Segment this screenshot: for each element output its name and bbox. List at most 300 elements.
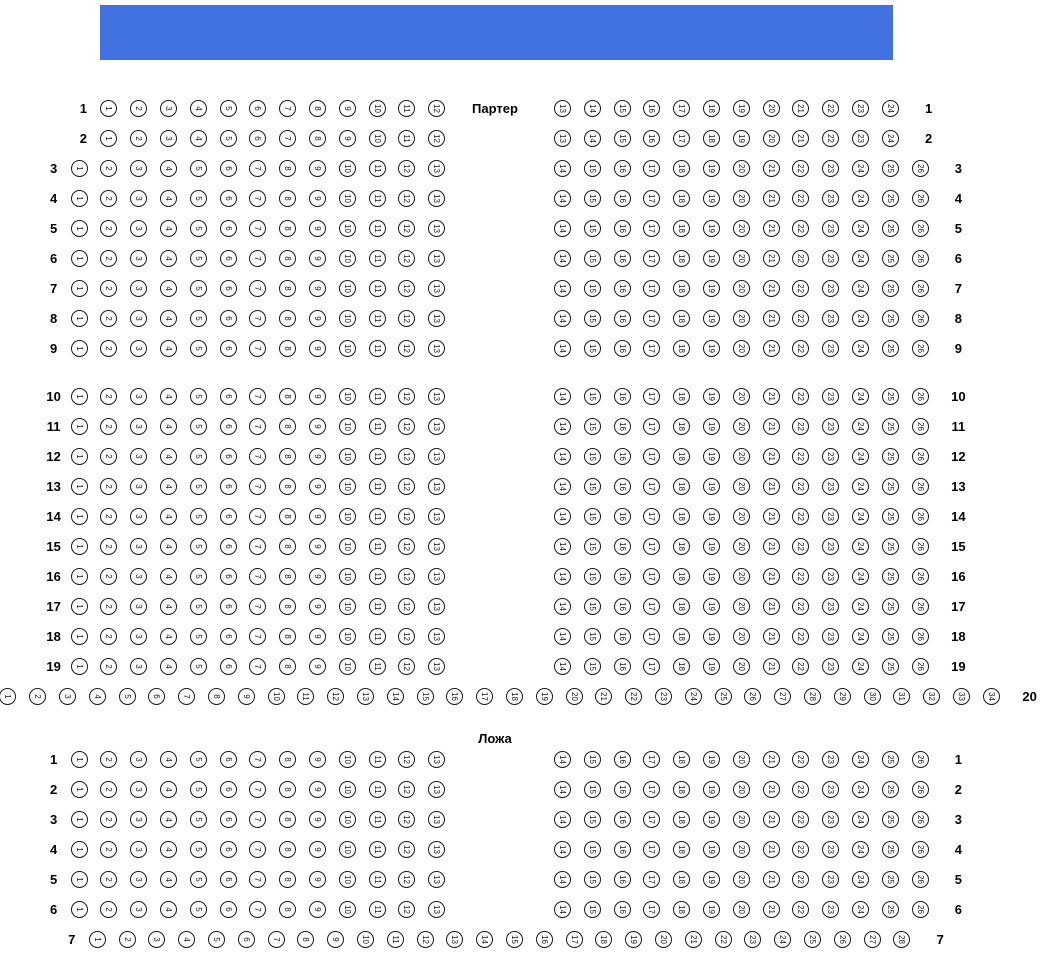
seat[interactable] (703, 751, 720, 768)
seat[interactable] (614, 568, 631, 585)
seat[interactable] (733, 448, 750, 465)
seat[interactable] (220, 901, 237, 918)
seat[interactable] (369, 901, 386, 918)
seat[interactable] (703, 418, 720, 435)
seat[interactable] (398, 280, 415, 297)
seat[interactable] (428, 280, 445, 297)
seat[interactable] (220, 598, 237, 615)
seat[interactable] (703, 130, 720, 147)
seat[interactable] (614, 418, 631, 435)
seat[interactable] (792, 160, 809, 177)
seat[interactable] (912, 478, 929, 495)
seat[interactable] (912, 448, 929, 465)
seat[interactable] (733, 751, 750, 768)
seat[interactable] (369, 388, 386, 405)
seat[interactable] (763, 250, 780, 267)
seat[interactable] (852, 628, 869, 645)
seat[interactable] (279, 190, 296, 207)
seat[interactable] (249, 448, 266, 465)
seat[interactable] (249, 628, 266, 645)
seat[interactable] (703, 901, 720, 918)
seat[interactable] (655, 931, 672, 948)
seat[interactable] (190, 220, 207, 237)
seat[interactable] (774, 688, 791, 705)
seat[interactable] (763, 220, 780, 237)
seat[interactable] (71, 751, 88, 768)
seat[interactable] (733, 871, 750, 888)
seat[interactable] (339, 448, 356, 465)
seat[interactable] (584, 598, 601, 615)
seat[interactable] (584, 160, 601, 177)
seat[interactable] (822, 310, 839, 327)
seat[interactable] (792, 811, 809, 828)
seat[interactable] (220, 568, 237, 585)
seat[interactable] (71, 841, 88, 858)
seat[interactable] (733, 310, 750, 327)
seat[interactable] (130, 901, 147, 918)
seat[interactable] (160, 478, 177, 495)
seat[interactable] (357, 688, 374, 705)
seat[interactable] (297, 688, 314, 705)
seat[interactable] (792, 508, 809, 525)
seat[interactable] (309, 811, 326, 828)
seat[interactable] (554, 628, 571, 645)
seat[interactable] (822, 568, 839, 585)
seat[interactable] (912, 160, 929, 177)
seat[interactable] (100, 280, 117, 297)
seat[interactable] (339, 871, 356, 888)
seat[interactable] (369, 340, 386, 357)
seat[interactable] (279, 340, 296, 357)
seat[interactable] (279, 871, 296, 888)
seat[interactable] (822, 130, 839, 147)
seat[interactable] (822, 751, 839, 768)
seat[interactable] (279, 538, 296, 555)
seat[interactable] (249, 478, 266, 495)
seat[interactable] (643, 100, 660, 117)
seat[interactable] (398, 568, 415, 585)
seat[interactable] (100, 310, 117, 327)
seat[interactable] (715, 931, 732, 948)
seat[interactable] (673, 841, 690, 858)
seat[interactable] (792, 340, 809, 357)
seat[interactable] (160, 340, 177, 357)
seat[interactable] (852, 508, 869, 525)
seat[interactable] (249, 250, 266, 267)
seat[interactable] (220, 310, 237, 327)
seat[interactable] (584, 250, 601, 267)
seat[interactable] (130, 841, 147, 858)
seat[interactable] (428, 340, 445, 357)
seat[interactable] (882, 100, 899, 117)
seat[interactable] (398, 658, 415, 675)
seat[interactable] (852, 598, 869, 615)
seat[interactable] (100, 598, 117, 615)
seat[interactable] (584, 280, 601, 297)
seat[interactable] (369, 781, 386, 798)
seat[interactable] (673, 568, 690, 585)
seat[interactable] (160, 418, 177, 435)
seat[interactable] (852, 568, 869, 585)
seat[interactable] (882, 478, 899, 495)
seat[interactable] (130, 418, 147, 435)
seat[interactable] (369, 250, 386, 267)
seat[interactable] (428, 100, 445, 117)
seat[interactable] (792, 190, 809, 207)
seat[interactable] (554, 841, 571, 858)
seat[interactable] (398, 340, 415, 357)
seat[interactable] (190, 100, 207, 117)
seat[interactable] (428, 751, 445, 768)
seat[interactable] (792, 598, 809, 615)
seat[interactable] (190, 388, 207, 405)
seat[interactable] (554, 751, 571, 768)
seat[interactable] (822, 871, 839, 888)
seat[interactable] (852, 781, 869, 798)
seat[interactable] (369, 751, 386, 768)
seat[interactable] (614, 598, 631, 615)
seat[interactable] (0, 688, 16, 705)
seat[interactable] (584, 418, 601, 435)
seat[interactable] (160, 781, 177, 798)
seat[interactable] (763, 100, 780, 117)
seat[interactable] (715, 688, 732, 705)
seat[interactable] (822, 658, 839, 675)
seat[interactable] (763, 841, 780, 858)
seat[interactable] (398, 811, 415, 828)
seat[interactable] (190, 628, 207, 645)
seat[interactable] (428, 388, 445, 405)
seat[interactable] (160, 871, 177, 888)
seat[interactable] (100, 568, 117, 585)
seat[interactable] (554, 811, 571, 828)
seat[interactable] (792, 130, 809, 147)
seat[interactable] (220, 478, 237, 495)
seat[interactable] (643, 781, 660, 798)
seat[interactable] (822, 250, 839, 267)
seat[interactable] (369, 280, 386, 297)
seat[interactable] (428, 871, 445, 888)
seat[interactable] (643, 130, 660, 147)
seat[interactable] (249, 841, 266, 858)
seat[interactable] (357, 931, 374, 948)
seat[interactable] (614, 841, 631, 858)
seat[interactable] (339, 781, 356, 798)
seat[interactable] (554, 478, 571, 495)
seat[interactable] (614, 160, 631, 177)
seat[interactable] (387, 688, 404, 705)
seat[interactable] (369, 658, 386, 675)
seat[interactable] (822, 340, 839, 357)
seat[interactable] (71, 901, 88, 918)
seat[interactable] (763, 751, 780, 768)
seat[interactable] (882, 538, 899, 555)
seat[interactable] (130, 751, 147, 768)
seat[interactable] (703, 448, 720, 465)
seat[interactable] (220, 280, 237, 297)
seat[interactable] (190, 841, 207, 858)
seat[interactable] (912, 388, 929, 405)
seat[interactable] (71, 568, 88, 585)
seat[interactable] (249, 418, 266, 435)
seat[interactable] (912, 190, 929, 207)
seat[interactable] (339, 751, 356, 768)
seat[interactable] (822, 418, 839, 435)
seat[interactable] (339, 628, 356, 645)
seat[interactable] (428, 448, 445, 465)
seat[interactable] (100, 478, 117, 495)
seat[interactable] (339, 418, 356, 435)
seat[interactable] (130, 658, 147, 675)
seat[interactable] (279, 280, 296, 297)
seat[interactable] (71, 280, 88, 297)
seat[interactable] (220, 340, 237, 357)
seat[interactable] (339, 508, 356, 525)
seat[interactable] (309, 220, 326, 237)
seat[interactable] (249, 340, 266, 357)
seat[interactable] (614, 340, 631, 357)
seat[interactable] (643, 220, 660, 237)
seat[interactable] (446, 931, 463, 948)
seat[interactable] (339, 841, 356, 858)
seat[interactable] (912, 901, 929, 918)
seat[interactable] (733, 160, 750, 177)
seat[interactable] (852, 658, 869, 675)
seat[interactable] (190, 160, 207, 177)
seat[interactable] (220, 220, 237, 237)
seat[interactable] (130, 100, 147, 117)
seat[interactable] (160, 388, 177, 405)
seat[interactable] (763, 568, 780, 585)
seat[interactable] (912, 568, 929, 585)
seat[interactable] (279, 220, 296, 237)
seat[interactable] (554, 418, 571, 435)
seat[interactable] (398, 841, 415, 858)
seat[interactable] (852, 448, 869, 465)
seat[interactable] (733, 280, 750, 297)
seat[interactable] (763, 388, 780, 405)
seat[interactable] (249, 658, 266, 675)
seat[interactable] (673, 478, 690, 495)
seat[interactable] (190, 508, 207, 525)
seat[interactable] (614, 250, 631, 267)
seat[interactable] (554, 871, 571, 888)
seat[interactable] (309, 628, 326, 645)
seat[interactable] (655, 688, 672, 705)
seat[interactable] (339, 811, 356, 828)
seat[interactable] (673, 130, 690, 147)
seat[interactable] (369, 220, 386, 237)
seat[interactable] (864, 688, 881, 705)
seat[interactable] (554, 448, 571, 465)
seat[interactable] (852, 901, 869, 918)
seat[interactable] (339, 160, 356, 177)
seat[interactable] (643, 310, 660, 327)
seat[interactable] (100, 250, 117, 267)
seat[interactable] (554, 598, 571, 615)
seat[interactable] (584, 841, 601, 858)
seat[interactable] (249, 751, 266, 768)
seat[interactable] (912, 418, 929, 435)
seat[interactable] (339, 340, 356, 357)
seat[interactable] (71, 310, 88, 327)
seat[interactable] (673, 388, 690, 405)
seat[interactable] (339, 250, 356, 267)
seat[interactable] (160, 598, 177, 615)
seat[interactable] (160, 160, 177, 177)
seat[interactable] (643, 751, 660, 768)
seat[interactable] (71, 538, 88, 555)
seat[interactable] (673, 871, 690, 888)
seat[interactable] (703, 811, 720, 828)
seat[interactable] (703, 190, 720, 207)
seat[interactable] (763, 418, 780, 435)
seat[interactable] (160, 901, 177, 918)
seat[interactable] (130, 538, 147, 555)
seat[interactable] (822, 190, 839, 207)
seat[interactable] (822, 901, 839, 918)
seat[interactable] (309, 508, 326, 525)
seat[interactable] (130, 508, 147, 525)
seat[interactable] (614, 310, 631, 327)
seat[interactable] (834, 931, 851, 948)
seat[interactable] (852, 310, 869, 327)
seat[interactable] (584, 538, 601, 555)
seat[interactable] (733, 478, 750, 495)
seat[interactable] (249, 190, 266, 207)
seat[interactable] (190, 871, 207, 888)
seat[interactable] (983, 688, 1000, 705)
seat[interactable] (220, 871, 237, 888)
seat[interactable] (100, 160, 117, 177)
seat[interactable] (614, 220, 631, 237)
seat[interactable] (279, 448, 296, 465)
seat[interactable] (703, 658, 720, 675)
seat[interactable] (703, 250, 720, 267)
seat[interactable] (554, 538, 571, 555)
seat[interactable] (130, 871, 147, 888)
seat[interactable] (912, 340, 929, 357)
seat[interactable] (614, 130, 631, 147)
seat[interactable] (882, 811, 899, 828)
seat[interactable] (882, 598, 899, 615)
seat[interactable] (643, 340, 660, 357)
seat[interactable] (893, 688, 910, 705)
seat[interactable] (643, 280, 660, 297)
seat[interactable] (279, 781, 296, 798)
seat[interactable] (912, 220, 929, 237)
seat[interactable] (71, 250, 88, 267)
seat[interactable] (446, 688, 463, 705)
seat[interactable] (369, 811, 386, 828)
seat[interactable] (804, 931, 821, 948)
seat[interactable] (506, 688, 523, 705)
seat[interactable] (130, 280, 147, 297)
seat[interactable] (852, 871, 869, 888)
seat[interactable] (29, 688, 46, 705)
seat[interactable] (763, 160, 780, 177)
seat[interactable] (428, 310, 445, 327)
seat[interactable] (852, 250, 869, 267)
seat[interactable] (673, 448, 690, 465)
seat[interactable] (100, 751, 117, 768)
seat[interactable] (428, 901, 445, 918)
seat[interactable] (279, 100, 296, 117)
seat[interactable] (882, 781, 899, 798)
seat[interactable] (923, 688, 940, 705)
seat[interactable] (614, 628, 631, 645)
seat[interactable] (398, 628, 415, 645)
seat[interactable] (882, 628, 899, 645)
seat[interactable] (882, 751, 899, 768)
seat[interactable] (398, 871, 415, 888)
seat[interactable] (882, 220, 899, 237)
seat[interactable] (71, 160, 88, 177)
seat[interactable] (220, 418, 237, 435)
seat[interactable] (882, 340, 899, 357)
seat[interactable] (398, 478, 415, 495)
seat[interactable] (673, 418, 690, 435)
seat[interactable] (160, 280, 177, 297)
seat[interactable] (673, 628, 690, 645)
seat[interactable] (369, 160, 386, 177)
seat[interactable] (100, 628, 117, 645)
seat[interactable] (249, 871, 266, 888)
seat[interactable] (130, 811, 147, 828)
seat[interactable] (428, 781, 445, 798)
seat[interactable] (822, 160, 839, 177)
seat[interactable] (506, 931, 523, 948)
seat[interactable] (160, 310, 177, 327)
seat[interactable] (369, 508, 386, 525)
seat[interactable] (554, 310, 571, 327)
seat[interactable] (703, 538, 720, 555)
seat[interactable] (643, 841, 660, 858)
seat[interactable] (309, 568, 326, 585)
seat[interactable] (428, 130, 445, 147)
seat[interactable] (428, 568, 445, 585)
seat[interactable] (763, 190, 780, 207)
seat[interactable] (279, 418, 296, 435)
seat[interactable] (309, 130, 326, 147)
seat[interactable] (584, 100, 601, 117)
seat[interactable] (309, 160, 326, 177)
seat[interactable] (369, 871, 386, 888)
seat[interactable] (822, 448, 839, 465)
seat[interactable] (584, 220, 601, 237)
seat[interactable] (584, 478, 601, 495)
seat[interactable] (792, 280, 809, 297)
seat[interactable] (822, 628, 839, 645)
seat[interactable] (703, 220, 720, 237)
seat[interactable] (100, 871, 117, 888)
seat[interactable] (554, 568, 571, 585)
seat[interactable] (792, 220, 809, 237)
seat[interactable] (100, 841, 117, 858)
seat[interactable] (912, 310, 929, 327)
seat[interactable] (160, 190, 177, 207)
seat[interactable] (369, 130, 386, 147)
seat[interactable] (130, 478, 147, 495)
seat[interactable] (71, 220, 88, 237)
seat[interactable] (584, 568, 601, 585)
seat[interactable] (554, 100, 571, 117)
seat[interactable] (882, 280, 899, 297)
seat[interactable] (882, 568, 899, 585)
seat[interactable] (398, 190, 415, 207)
seat[interactable] (249, 160, 266, 177)
seat[interactable] (643, 871, 660, 888)
